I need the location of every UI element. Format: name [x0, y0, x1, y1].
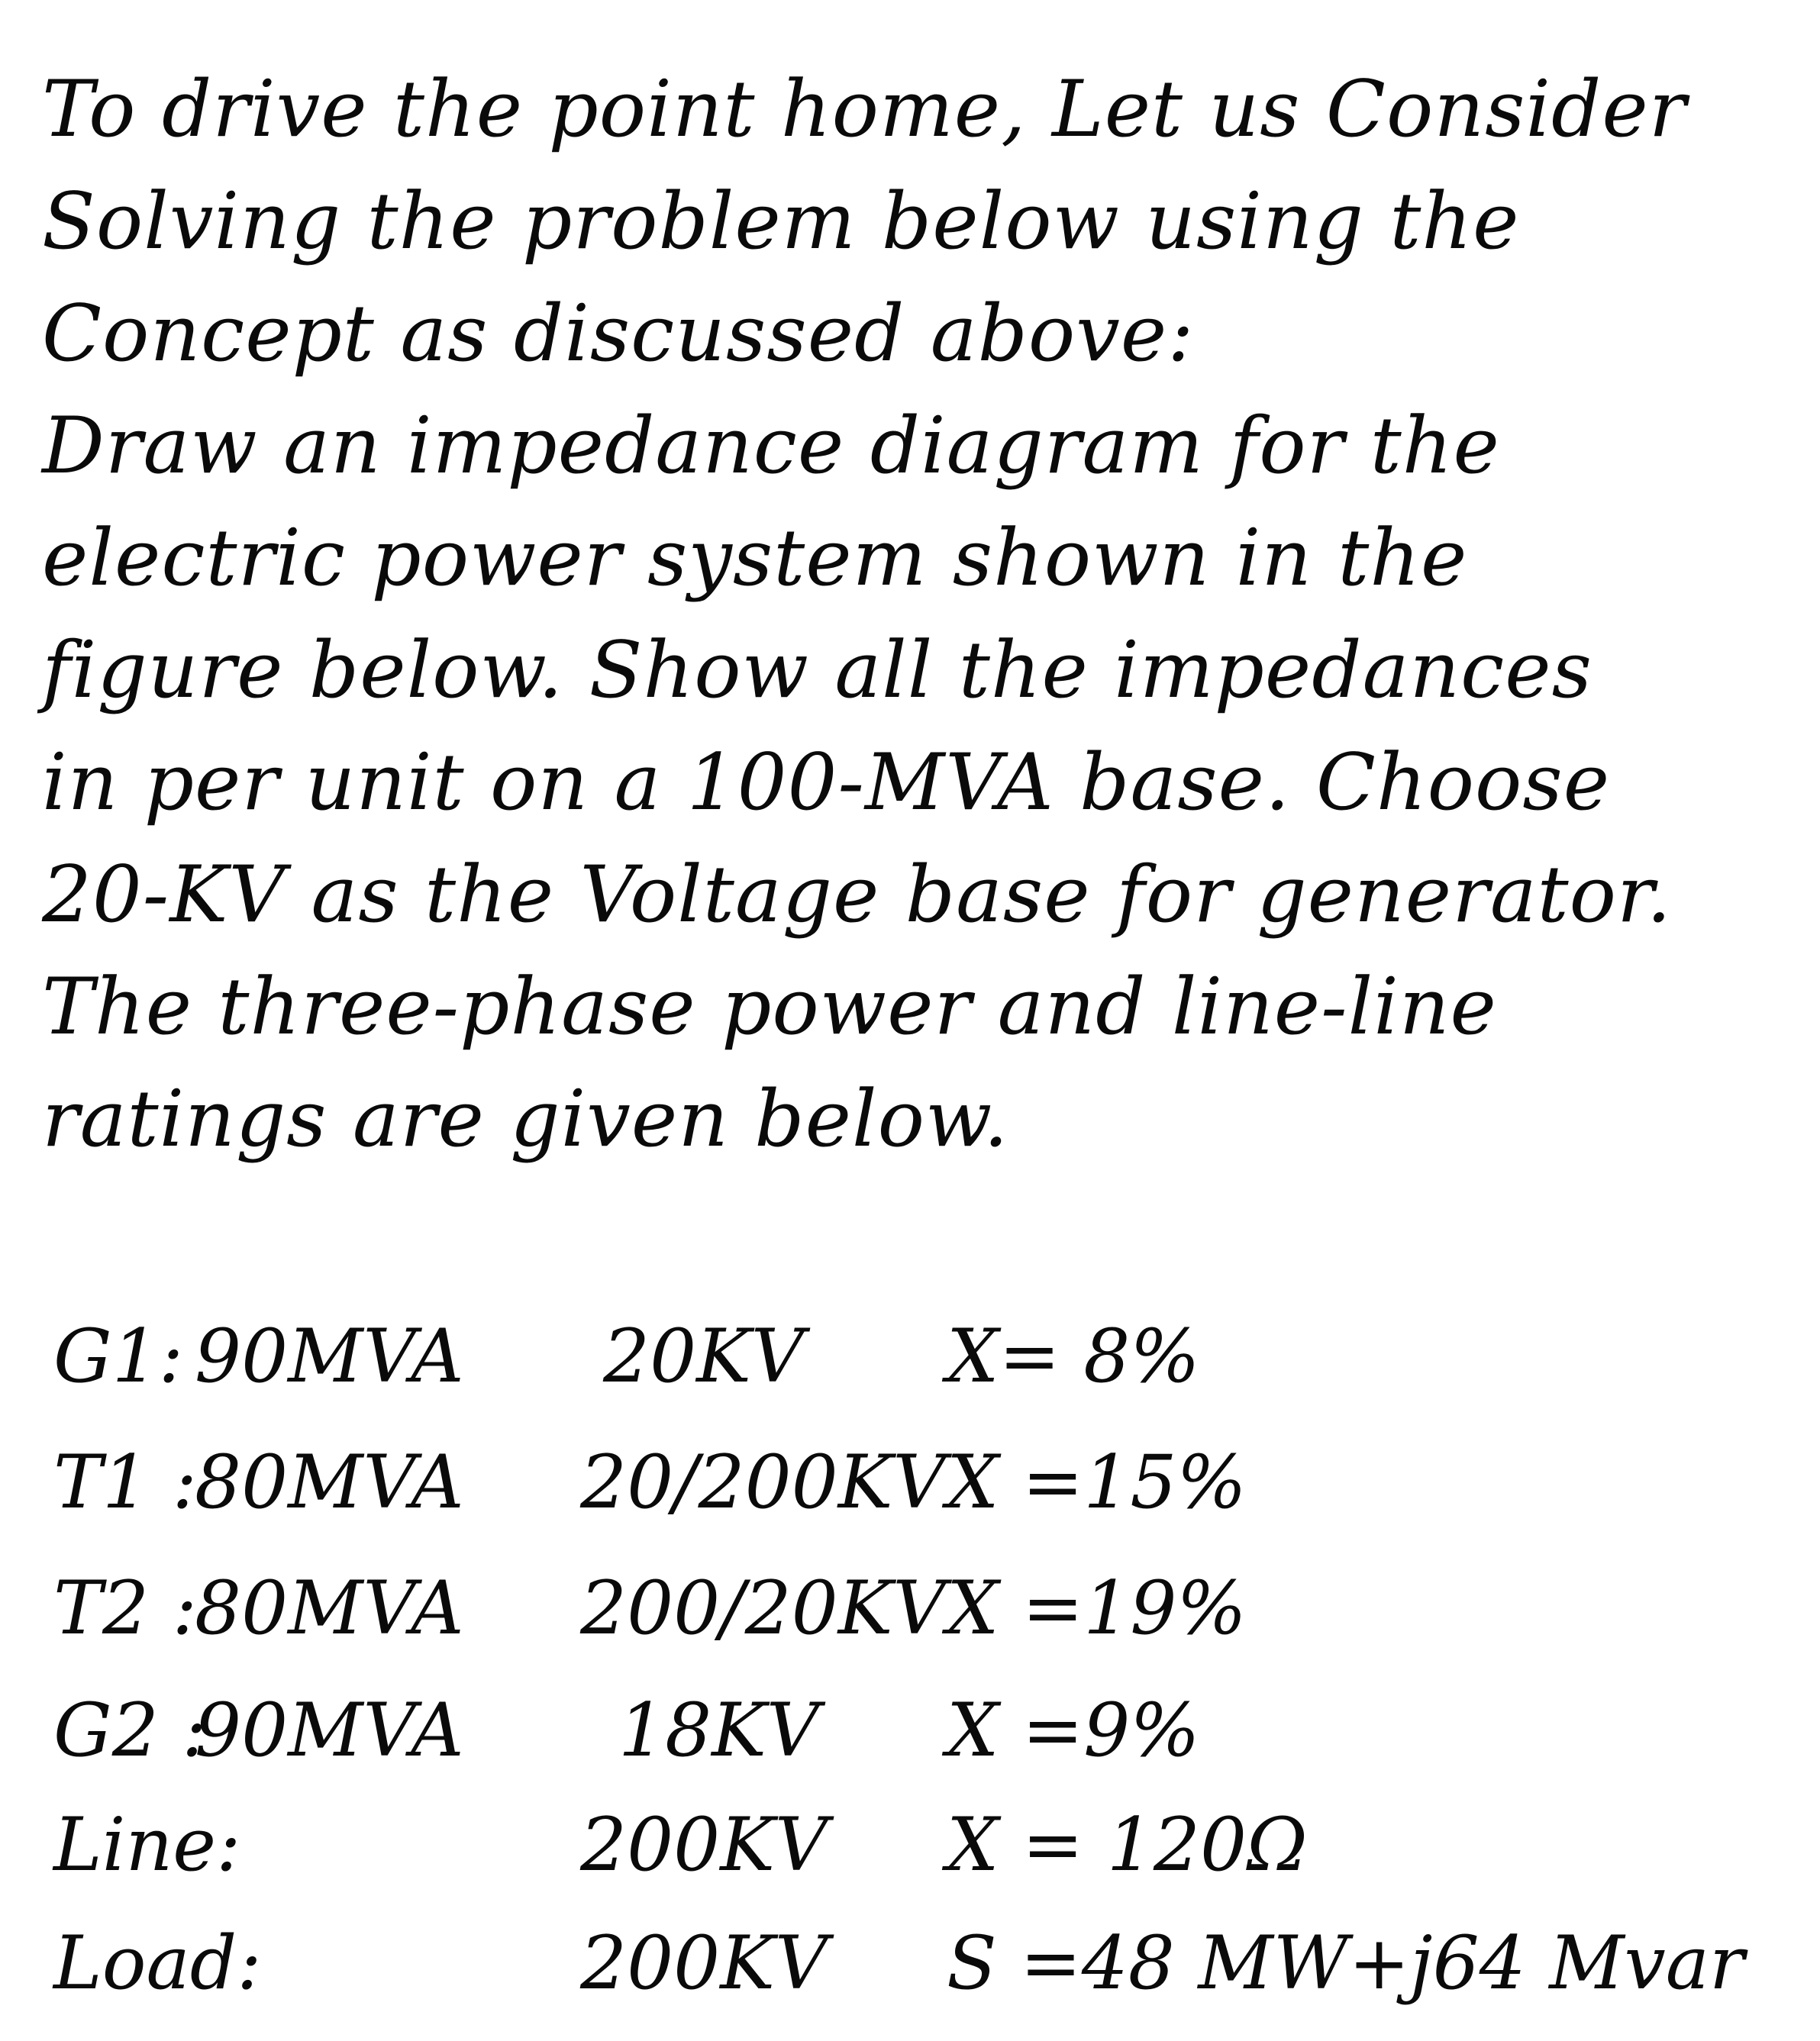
- power-rating: 90MVA: [195, 1314, 464, 1399]
- text-line: ratings are given below.: [42, 1074, 1009, 1165]
- rating-row-load: [53, 1914, 1771, 2013]
- component-name: Load:: [53, 1920, 262, 2006]
- rating-row-line: [53, 1795, 1771, 1894]
- rating-row-t2: [53, 1559, 1771, 1658]
- load-power-value: S =48 MW+j64 Mvar: [947, 1920, 1744, 2006]
- reactance-value: X =15%: [947, 1440, 1247, 1525]
- text-line: Draw an impedance diagram for the: [42, 401, 1500, 492]
- component-name: T2 :: [53, 1565, 197, 1651]
- text-line: Solving the problem below using the: [42, 176, 1520, 267]
- component-name: Line:: [53, 1802, 241, 1888]
- rating-row-g2: [53, 1681, 1771, 1780]
- voltage-rating: 20/200KV: [580, 1440, 946, 1525]
- component-name: G1:: [53, 1314, 184, 1399]
- voltage-rating: 200/20KV: [580, 1565, 946, 1651]
- power-rating: 80MVA: [195, 1440, 464, 1525]
- reactance-value: X= 8%: [947, 1314, 1200, 1399]
- rating-row-g1: [53, 1307, 1771, 1406]
- rating-row-t1: [53, 1433, 1771, 1532]
- text-line: To drive the point home, Let us Consider: [42, 64, 1687, 155]
- voltage-rating: 200KV: [580, 1920, 828, 2006]
- reactance-value: X = 120Ω: [947, 1802, 1308, 1888]
- text-line: Concept as discussed above:: [42, 289, 1195, 379]
- problem-statement: [42, 53, 1790, 1175]
- text-line: in per unit on a 100-MVA base. Choose: [42, 737, 1611, 828]
- component-name: G2 :: [53, 1688, 207, 1773]
- voltage-rating: 18KV: [618, 1688, 820, 1773]
- text-line: electric power system shown in the: [42, 513, 1468, 604]
- text-line: The three-phase power and line-line: [42, 962, 1497, 1053]
- reactance-value: X =19%: [947, 1565, 1247, 1651]
- power-rating: 80MVA: [195, 1565, 464, 1651]
- text-line: figure below. Show all the impedances: [42, 625, 1592, 716]
- component-name: T1 :: [53, 1440, 197, 1525]
- voltage-rating: 20KV: [603, 1314, 805, 1399]
- voltage-rating: 200KV: [580, 1802, 828, 1888]
- text-line: 20-KV as the Voltage base for generator.: [42, 850, 1673, 940]
- power-rating: 90MVA: [195, 1688, 464, 1773]
- reactance-value: X =9%: [947, 1688, 1200, 1773]
